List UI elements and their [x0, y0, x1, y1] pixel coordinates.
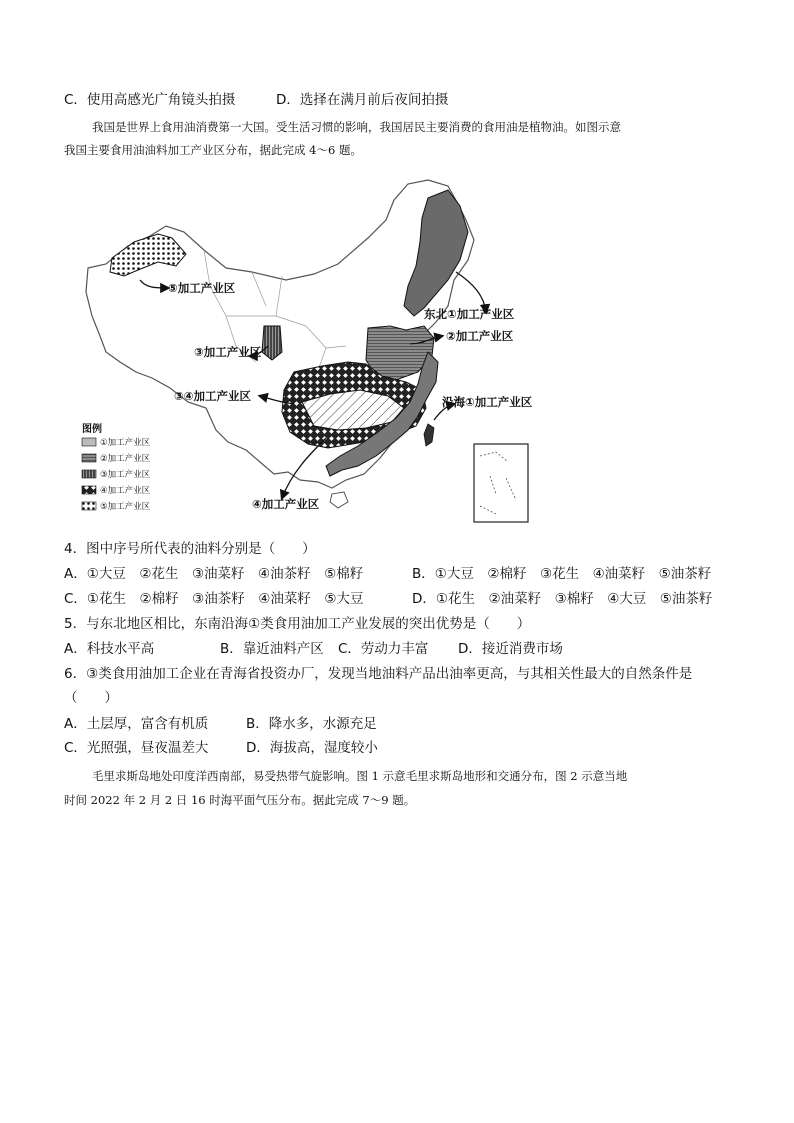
label-northeast: 东北①加工产业区 [424, 307, 515, 321]
label-region-5: ⑤加工产业区 [168, 281, 236, 295]
q4-option-c[interactable]: C．①花生 ②棉籽 ③油茶籽 ④油菜籽 ⑤大豆 [64, 591, 364, 607]
intro-1-line-2: 我国主要食用油油料加工产业区分布，据此完成 4～6 题。 [64, 143, 362, 157]
map-legend [82, 422, 151, 512]
label-region-2: ②加工产业区 [446, 329, 514, 343]
arrow-northeast [456, 272, 486, 312]
intro-2-line-1: 毛里求斯岛地处印度洋西南部，易受热带气旋影响。图 1 示意毛里求斯岛地形和交通分布，图 2 示意当地 [92, 769, 628, 783]
label-region-3: ③加工产业区 [194, 345, 262, 359]
q6-option-d[interactable]: D．海拔高，湿度较小 [246, 740, 378, 756]
q4-stem: 4．图中序号所代表的油料分别是（ ） [64, 541, 316, 557]
q5-option-b[interactable]: B．靠近油料产区 [220, 641, 324, 657]
china-oil-processing-map [76, 176, 536, 528]
hainan-island [330, 492, 348, 508]
q5-option-a[interactable]: A．科技水平高 [64, 641, 155, 657]
q6-stem: 6．③类食用油加工企业在青海省投资办厂，发现当地油料产品出油率更高，与其相关性最大的自然条件是 [64, 666, 693, 682]
q6-option-c[interactable]: C．光照强，昼夜温差大 [64, 740, 209, 756]
q5-option-d[interactable]: D．接近消费市场 [458, 641, 563, 657]
prev-option-d: D．选择在满月前后夜间拍摄 [276, 92, 449, 108]
legend-item-1: ①加工产业区 [100, 438, 151, 448]
legend-item-4: ④加工产业区 [100, 486, 151, 496]
legend-title: 图例 [82, 424, 102, 435]
q5-stem: 5．与东北地区相比，东南沿海①类食用油加工产业发展的突出优势是（ ） [64, 616, 531, 632]
q4-option-b[interactable]: B．①大豆 ②棉籽 ③花生 ④油菜籽 ⑤油茶籽 [412, 566, 712, 582]
south-china-sea-inset [474, 444, 528, 522]
legend-item-3: ③加工产业区 [100, 470, 151, 480]
label-region-4: ④加工产业区 [252, 497, 320, 511]
q6-option-b[interactable]: B．降水多，水源充足 [246, 716, 377, 732]
taiwan-island [424, 424, 434, 446]
q6-option-a[interactable]: A．土层厚，富含有机质 [64, 716, 209, 732]
intro-1-line-1: 我国是世界上食用油消费第一大国。受生活习惯的影响，我国居民主要消费的食用油是植物油。如图示意 [92, 120, 621, 134]
q5-option-c[interactable]: C．劳动力丰富 [338, 641, 429, 657]
q4-option-a[interactable]: A．①大豆 ②花生 ③油菜籽 ④油茶籽 ⑤棉籽 [64, 566, 364, 582]
label-coastal: 沿海①加工产业区 [442, 395, 533, 409]
prev-option-c: C．使用高感光广角镜头拍摄 [64, 92, 236, 108]
q4-option-d[interactable]: D．①花生 ②油菜籽 ③棉籽 ④大豆 ⑤油茶籽 [412, 591, 713, 607]
intro-2-line-2: 时间 2022 年 2 月 2 日 16 时海平面气压分布。据此完成 7～9 题。 [64, 793, 416, 807]
region-3-area [262, 326, 282, 360]
q6-answer-paren: （ ） [64, 690, 118, 706]
legend-item-2: ②加工产业区 [100, 454, 151, 464]
legend-item-5: ⑤加工产业区 [100, 502, 151, 512]
label-region-34: ③④加工产业区 [174, 389, 251, 403]
